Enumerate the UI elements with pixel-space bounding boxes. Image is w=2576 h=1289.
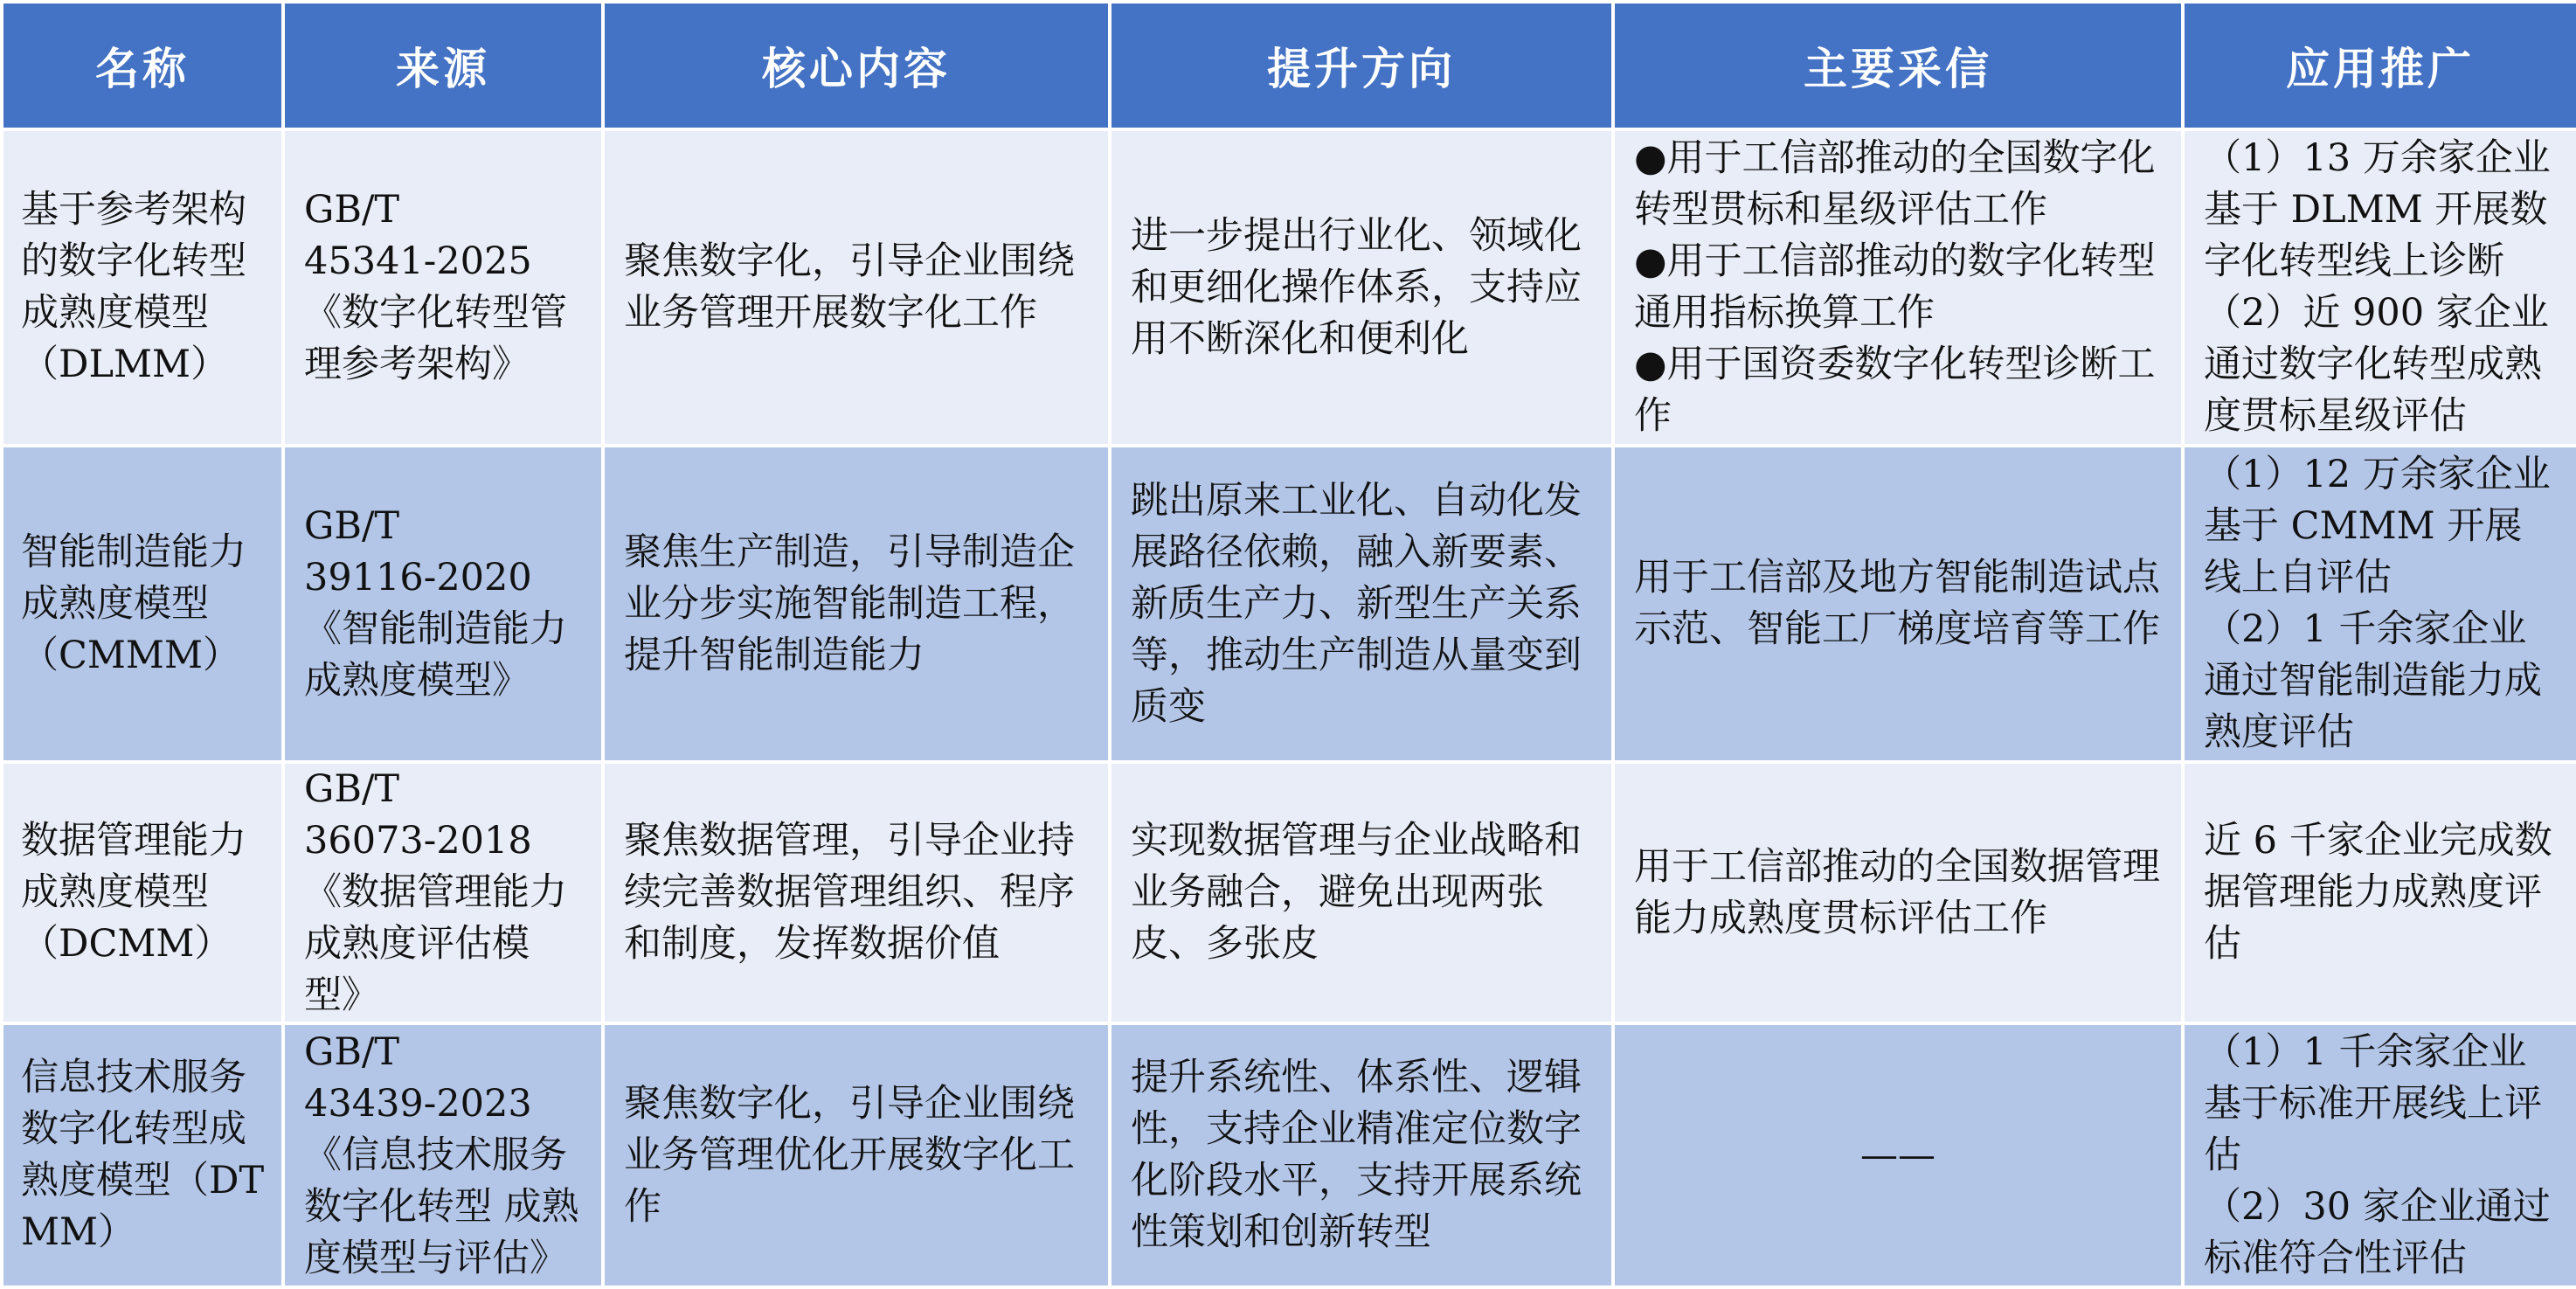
promotion-item: （2）30 家企业通过标准符合性评估 — [2204, 1184, 2551, 1280]
cell-core-content: 聚焦生产制造，引导制造企业分步实施智能制造工程，提升智能制造能力 — [603, 446, 1110, 762]
promotion-item: （1）1 千余家企业基于标准开展线上评估 — [2204, 1029, 2542, 1177]
cell-improvement-direction: 实现数据管理与企业战略和业务融合，避免出现两张皮、多张皮 — [1110, 762, 1613, 1023]
header-row — [2, 2, 2576, 129]
cell-application-promotion — [2183, 129, 2576, 446]
promotion-item: （2）1 千余家企业通过智能制造能力成熟度评估 — [2204, 607, 2542, 754]
cell-name: 信息技术服务数字化转型成熟度模型（DTMM） — [2, 1023, 283, 1287]
cell-main-adoption: 用于工信部及地方智能制造试点示范、智能工厂梯度培育等工作 — [1613, 446, 2183, 762]
cell-application-promotion — [2183, 446, 2576, 762]
source-standard: 39116-2020《智能制造能力成熟度模型》 — [304, 556, 567, 703]
source-code: GB/T — [304, 1029, 400, 1074]
adoption-bullet-item: ● 用于工信部推动的数字化转型通用指标换算工作 — [1634, 236, 2162, 339]
table-row — [2, 1023, 2576, 1287]
table-row — [2, 129, 2576, 446]
header-name: 名称 — [2, 2, 283, 129]
cell-improvement-direction: 跳出原来工业化、自动化发展路径依赖，融入新要素、新质生产力、新型生产关系等，推动生产制造从量变到质变 — [1110, 446, 1613, 762]
promotion-item: （1）12 万余家企业基于 CMMM 开展线上自评估 — [2204, 453, 2551, 599]
promotion-item: （1）13 万余家企业基于 DLMM 开展数字化转型线上诊断 — [2204, 136, 2551, 283]
cell-name: 数据管理能力成熟度模型（DCMM） — [2, 762, 283, 1023]
cell-name: 基于参考架构的数字化转型成熟度模型（DLMM） — [2, 129, 283, 446]
cell-core-content: 聚焦数据管理，引导企业持续完善数据管理组织、程序和制度，发挥数据价值 — [603, 762, 1110, 1023]
promotion-item: （2）近 900 家企业通过数字化转型成熟度贯标星级评估 — [2204, 291, 2549, 438]
source-code: GB/T — [304, 188, 400, 232]
source-code: GB/T — [304, 504, 400, 548]
source-standard: 36073-2018《数据管理能力成熟度评估模型》 — [304, 819, 567, 1017]
table-row — [2, 446, 2576, 762]
cell-source — [283, 129, 603, 446]
cell-name: 智能制造能力成熟度模型（CMMM） — [2, 446, 283, 762]
cell-application-promotion — [2183, 1023, 2576, 1287]
adoption-bullet-item: ● 用于国资委数字化转型诊断工作 — [1634, 339, 2162, 442]
cell-improvement-direction: 进一步提出行业化、领域化和更细化操作体系，支持应用不断深化和便利化 — [1110, 129, 1613, 446]
cell-application-promotion: 近 6 千家企业完成数据管理能力成熟度评估 — [2183, 762, 2576, 1023]
source-standard: 43439-2023《信息技术服务 数字化转型 成熟度模型与评估》 — [304, 1081, 579, 1280]
table-row — [2, 762, 2576, 1023]
cell-main-adoption — [1613, 129, 2183, 446]
cell-core-content: 聚焦数字化，引导企业围绕业务管理开展数字化工作 — [603, 129, 1110, 446]
header-main-adoption: 主要采信 — [1613, 2, 2183, 129]
cell-improvement-direction: 提升系统性、体系性、逻辑性，支持企业精准定位数字化阶段水平，支持开展系统性策划和创新转型 — [1110, 1023, 1613, 1287]
cell-main-adoption: 用于工信部推动的全国数据管理能力成熟度贯标评估工作 — [1613, 762, 2183, 1023]
header-source: 来源 — [283, 2, 603, 129]
header-improvement-direction: 提升方向 — [1110, 2, 1613, 129]
source-code: GB/T — [304, 767, 400, 811]
cell-source — [283, 446, 603, 762]
source-standard: 45341-2025《数字化转型管理参考架构》 — [304, 239, 567, 386]
cell-main-adoption: —— — [1613, 1023, 2183, 1287]
header-application-promotion: 应用推广 — [2183, 2, 2576, 129]
cell-source — [283, 762, 603, 1023]
cell-core-content: 聚焦数字化，引导企业围绕业务管理优化开展数字化工作 — [603, 1023, 1110, 1287]
header-core-content: 核心内容 — [603, 2, 1110, 129]
cell-source — [283, 1023, 603, 1287]
adoption-bullet-item: ● 用于工信部推动的全国数字化转型贯标和星级评估工作 — [1634, 133, 2162, 236]
